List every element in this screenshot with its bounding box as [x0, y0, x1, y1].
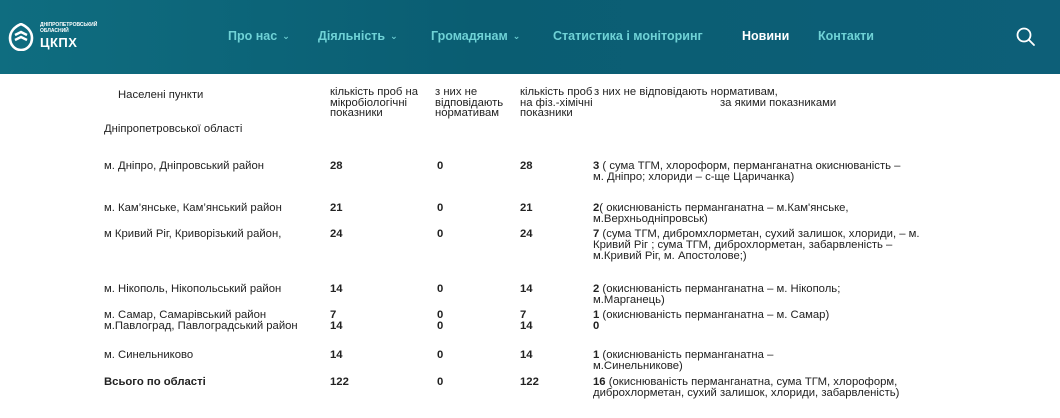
logo-caption: ДНІПРОПЕТРОВСЬКИЙ ОБЛАСНИЙ	[40, 22, 98, 34]
nav-item-activity[interactable]: Діяльність ⌄	[318, 29, 398, 43]
row-chem: 24	[520, 228, 533, 240]
row-fail-detail: 2( окиснюваність перманганатна – м.Кам'янське, м.Верхньодніпровськ)	[593, 202, 849, 225]
row-chem: 7	[520, 309, 527, 321]
water-quality-table	[0, 74, 1060, 418]
row-place: м. Дніпро, Дніпровський район	[104, 160, 264, 172]
row-micro: 14	[330, 283, 343, 295]
chevron-down-icon: ⌄	[390, 31, 398, 41]
row-micro: 28	[330, 160, 343, 172]
search-icon[interactable]	[1015, 26, 1037, 48]
row-fail-detail: 2 (окиснюваність перманганатна – м. Нікополь; м.Марганець)	[593, 283, 841, 306]
row-chem: 21	[520, 202, 533, 214]
main-nav	[0, 0, 1060, 74]
header-chem-fail-indicators: за якими показниками	[720, 97, 837, 109]
row-chem: 28	[520, 160, 533, 172]
total-micro: 122	[330, 376, 349, 388]
logo-abbreviation: ЦКПХ	[40, 35, 78, 50]
row-chem: 14	[520, 283, 533, 295]
header-chem-fail: з них не відповідають нормативам,	[594, 86, 778, 98]
row-chem: 14	[520, 320, 533, 332]
nav-item-news[interactable]: Новини	[742, 29, 790, 43]
total-micro-fail: 0	[437, 376, 444, 388]
row-micro-fail: 0	[437, 160, 444, 172]
row-micro-fail: 0	[437, 202, 444, 214]
row-micro: 14	[330, 320, 343, 332]
row-micro: 21	[330, 202, 343, 214]
row-micro-fail: 0	[437, 283, 444, 295]
row-fail-detail: 3 ( сума ТГМ, хлороформ, перманганатна окиснюваність – м. Дніпро; хлориди – с-ще Царичанка)	[593, 160, 901, 183]
row-fail-detail: 1 (окиснюваність перманганатна – м.Синельникове)	[593, 349, 774, 372]
header-settlements: Населені пункти	[118, 89, 204, 101]
nav-item-citizens[interactable]: Громадянам ⌄	[431, 29, 521, 43]
row-place: м. Самар, Самарівський район	[104, 309, 267, 321]
total-place: Всього по області	[104, 376, 206, 388]
header-micro-count: кількість проб на мікробіологічні показники	[330, 86, 419, 119]
chevron-down-icon: ⌄	[512, 31, 521, 41]
row-fail-detail: 7 (сума ТГМ, дибромхлорметан, сухий залишок, хлориди, – м. Кривий Ріг ; сума ТГМ, диброхлорметан, забарвленість – м.Кривий Ріг, м. Апостолове;)	[593, 228, 920, 262]
site-header	[0, 0, 1060, 74]
row-micro: 7	[330, 309, 337, 321]
row-micro-fail: 0	[437, 349, 444, 361]
row-place: м. Синельниково	[104, 349, 194, 361]
row-fail-count: 0	[593, 320, 600, 332]
row-micro-fail: 0	[437, 309, 444, 321]
nav-item-about[interactable]: Про нас ⌄	[228, 29, 290, 43]
header-chem-count: кількість проб на фіз.-хімічні показники	[520, 86, 593, 119]
header-region: Дніпропетровської області	[104, 123, 243, 135]
row-micro: 14	[330, 349, 343, 361]
chevron-down-icon: ⌄	[282, 31, 290, 41]
row-micro-fail: 0	[437, 228, 444, 240]
nav-item-statistics[interactable]: Статистика і моніторинг	[553, 29, 703, 43]
row-micro-fail: 0	[437, 320, 444, 332]
header-micro-fail: з них не відповідають нормативам	[435, 86, 504, 119]
row-chem: 14	[520, 349, 533, 361]
nav-item-contacts[interactable]: Контакти	[818, 29, 874, 43]
total-fail-detail: 16 (окиснюваність перманганатна, сума ТГМ, хлороформ, диброхлорметан, сухий залишок, хлориди, забарвленість)	[593, 376, 900, 399]
row-place: м. Нікополь, Нікопольський район	[104, 283, 282, 295]
row-place: м. Кам’янське, Кам’янський район	[104, 202, 282, 214]
row-fail-detail: 1 (окиснюваність перманганатна – м. Самар)	[593, 309, 830, 321]
total-chem: 122	[520, 376, 539, 388]
row-micro: 24	[330, 228, 343, 240]
row-place: м.Павлоград, Павлоградський район	[104, 320, 298, 332]
row-place: м Кривий Ріг, Криворізький район,	[104, 228, 282, 240]
